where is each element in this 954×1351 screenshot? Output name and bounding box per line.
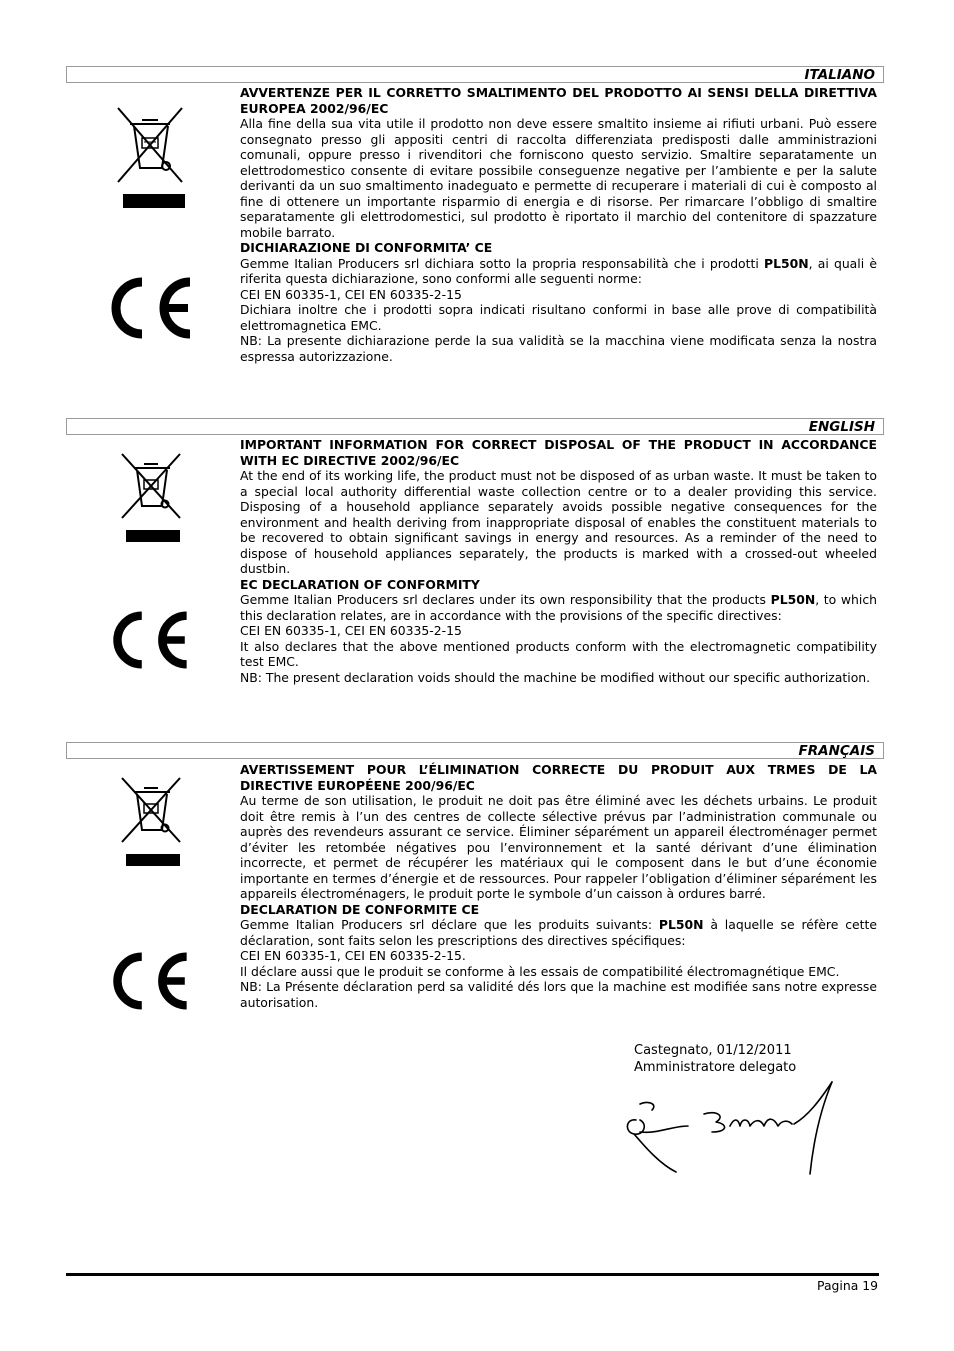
conformity-heading: DICHIARAZIONE DI CONFORMITA’ CE [240,240,493,255]
emc-statement: Il déclare aussi que le produit se conforme à les essais de compatibilité électromagnétique EMC. [240,963,840,979]
emc-statement: It also declares that the above mentioned products conform with the electromagnetic compatibility test EMC. [240,638,877,669]
standards-list: CEI EN 60335-1, CEI EN 60335-2-15 [240,623,462,638]
conformity-intro: Gemme Italian Producers srl declares under its own responsibility that the products PL50N, to which this declaration relates, are in accordance with the provisions of the specific directives: [240,592,877,623]
section-header-italiano: ITALIANO [66,66,884,83]
section-header-francais: FRANÇAIS [66,742,884,759]
standards-list: CEI EN 60335-1, CEI EN 60335-2-15 [240,286,462,302]
conformity-intro: Gemme Italian Producers srl déclare que les produits suivants: PL50N à laquelle se réfère cette déclaration, sont faits selon les prescriptions des directives spécifiques: [240,917,877,948]
page-number: Pagina 19 [817,1278,878,1293]
handwritten-signature [618,1076,848,1180]
place-date: Castegnato, 01/12/2011 [634,1043,792,1058]
emc-statement: Dichiara inoltre che i prodotti sopra indicati risultano conformi in base alle prove di compatibilità elettromagnetica EMC. [240,302,877,333]
section-body-italiano [240,85,877,364]
nb-note: NB: La Présente déclaration perd sa validité dés lors que la machine est modifiée sans notre expresse autorisation. [240,979,877,1010]
ce-mark-icon [110,607,196,673]
disposal-heading: AVVERTENZE PER IL CORRETTO SMALTIMENTO DEL PRODOTTO AI SENSI DELLA DIRETTIVA EUROPEA 2002/96/EC [240,85,877,116]
conformity-heading: DECLARATION DE CONFORMITE CE [240,901,480,917]
nb-note: NB: The present declaration voids should the machine be modified without our specific authorization. [240,669,871,685]
ce-mark-icon [110,948,196,1014]
nb-note: NB: La presente dichiarazione perde la sua validità se la macchina viene modificata senza la nostra espressa autorizzazione. [240,333,877,364]
section-body-francais [240,762,877,1010]
disposal-body: Alla fine della sua vita utile il prodotto non deve essere smaltito insieme ai rifiuti urbani. Può essere consegnato presso gli appositi centri di raccolta differenziata predisposti dalle amministrazioni comunali, oppure presso i rivenditori che forniscono questo servizio. Smaltire separatamente un elettrodomestico consente di evitare possibile conseguenze negative per l’ambiente e per la salute derivanti da un suo smaltimento inadeguato e permette di recuperare i materiali di cui è composto al fine di ottenere un importante risparmio di energia e di risorse. Per rimarcare l’obbligo di smaltire separatamente gli elettrodomestici, sul prodotto è riportato il marchio del contenitore di spazzature mobile barrato. [240,116,877,240]
signatory-role: Amministratore delegato [634,1060,797,1075]
disposal-heading: IMPORTANT INFORMATION FOR CORRECT DISPOSAL OF THE PRODUCT IN ACCORDANCE WITH EC DIRECTIVE 2002/96/EC [240,437,877,468]
product-code: PL50N [658,917,704,932]
product-code: PL50N [770,592,816,607]
ce-mark-icon [108,274,200,342]
weee-crossed-bin-icon [108,102,192,214]
disposal-body: At the end of its working life, the product must not be disposed of as urban waste. It must be taken to a special local authority differential waste collection centre or to a dealer providing this service. Disposing of a household appliance separately avoids possible negative consequences for the environment and health deriving from inappropriate disposal of enables the constituent materials to be recovered to obtain significant savings in energy and resources. As a reminder of the need to dispose of household appliances separately, the products is marked with a crossed-out wheeled dustbin. [240,468,877,576]
standards-list: CEI EN 60335-1, CEI EN 60335-2-15. [240,948,466,963]
signoff-block [634,1042,796,1076]
disposal-heading: AVERTISSEMENT POUR L’ÉLIMINATION CORRECTE DU PRODUIT AUX TRMES DE LA DIRECTIVE EUROPÉENE 200/96/EC [240,762,877,793]
disposal-body: Au terme de son utilisation, le produit ne doit pas être éliminé avec les déchets urbains. Le produit doit être remis à l’un des centres de collecte sélective prévus par l’administration communale ou auprès des revendeurs assurant ce service. Éliminer séparément un appareil électroménager permet d’éviter les retombée négatives pou l’environnement et la santé dérivant d’une élimination incorrecte, et permet de récupérer les matériaux qui le composent dans le but d’une économie importante en termes d’énergie et de ressources. Pour rappeler l’obligation d’éliminer séparément les appareils électroménagers, le produit porte le symbole d’un caisson à ordures barré. [240,793,877,901]
conformity-heading: EC DECLARATION OF CONFORMITY [240,576,480,592]
section-body-english [240,437,877,685]
product-code: PL50N [764,255,809,271]
footer-rule [66,1273,879,1276]
conformity-intro: Gemme Italian Producers srl dichiara sotto la propria responsabilità che i prodotti PL50N, ai quali è riferita questa dichiarazione, sono conformi alle seguenti norme: [240,255,877,286]
weee-crossed-bin-icon [114,450,190,546]
section-header-english: ENGLISH [66,418,884,435]
weee-crossed-bin-icon [114,774,190,870]
